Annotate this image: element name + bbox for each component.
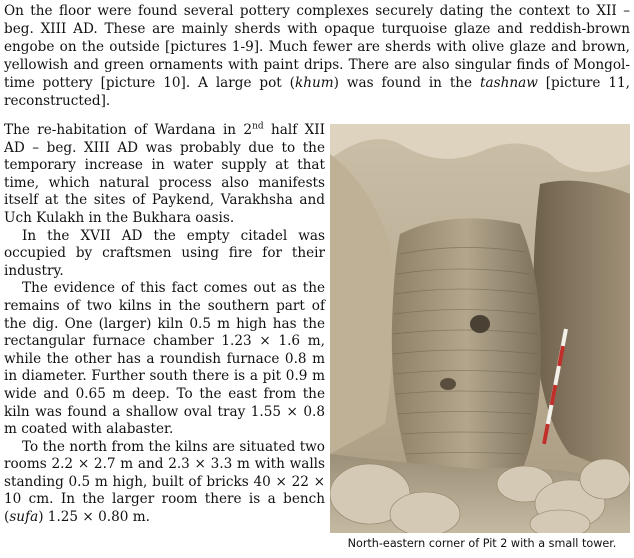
- text-run: The re-habitation of Wardana in 2: [4, 122, 253, 138]
- paragraph-kilns: The evidence of this fact comes out as the remains of two kilns in the southern part of the dig. One (larger) kiln 0.5 m high has the rectangular furnace chamber 1.23 × 1.6 m, while the other has a roundish furnace 0.8 m in diameter. Further south there is a pit 0.9 m wide and 0.65 m deep. To the east from the kiln was found a shallow oval tray 1.55 × 0.8 m coated with alabaster.: [4, 280, 325, 438]
- text-run: ) 1.25 × 0.80 m.: [38, 509, 150, 526]
- paragraph-craftsmen: In the XVII AD the empty citadel was occupied by craftsmen using fire for their industry.: [4, 227, 325, 279]
- excavation-photo: [330, 124, 630, 533]
- left-text-column: [4, 122, 325, 527]
- paragraph-rooms: [4, 439, 325, 527]
- text-run: ) was found in the: [333, 75, 481, 91]
- text-run: To the north from the kilns are situated two rooms 2.2 × 2.7 m and 2.3 × 3.3 m with walls standing 0.5 m high, built of bricks 40 × 22 × 10 cm. In the larger room there is a bench (: [4, 438, 325, 526]
- text-run: [picture 11, reconstructed].: [4, 75, 631, 109]
- text-run: half XII AD – beg. XIII AD was probably due to the temporary increase in water supply at that time, which natural process also manifests itself at the sites of Paykend, Varakhsha and Uch Kulakh in the Bukhara oasis.: [4, 122, 325, 226]
- text-run: On the floor were found several pottery complexes securely dating the context to XII – beg. XIII AD. These are mainly sherds with opaque turquoise glaze and reddish-brown engobe on the outside [pictures 1-9]. Much fewer are sherds with olive glaze and brown, yellowish and green ornaments with paint drips. There are also singular finds of Mongol-time pottery [picture 10]. A large pot (: [4, 3, 630, 91]
- tower: [392, 218, 541, 474]
- term-sufa: sufa: [9, 509, 39, 526]
- photo-caption: North-eastern corner of Pit 2 with a small tower.: [347, 537, 617, 550]
- term-tashnaw: tashnaw: [480, 75, 538, 91]
- term-khum: khum: [295, 75, 334, 91]
- tower-hole: [470, 315, 490, 333]
- top-paragraph: [4, 2, 630, 110]
- tower-hole: [440, 378, 456, 390]
- superscript: nd: [252, 121, 264, 132]
- paragraph-rehabitation: [4, 122, 325, 228]
